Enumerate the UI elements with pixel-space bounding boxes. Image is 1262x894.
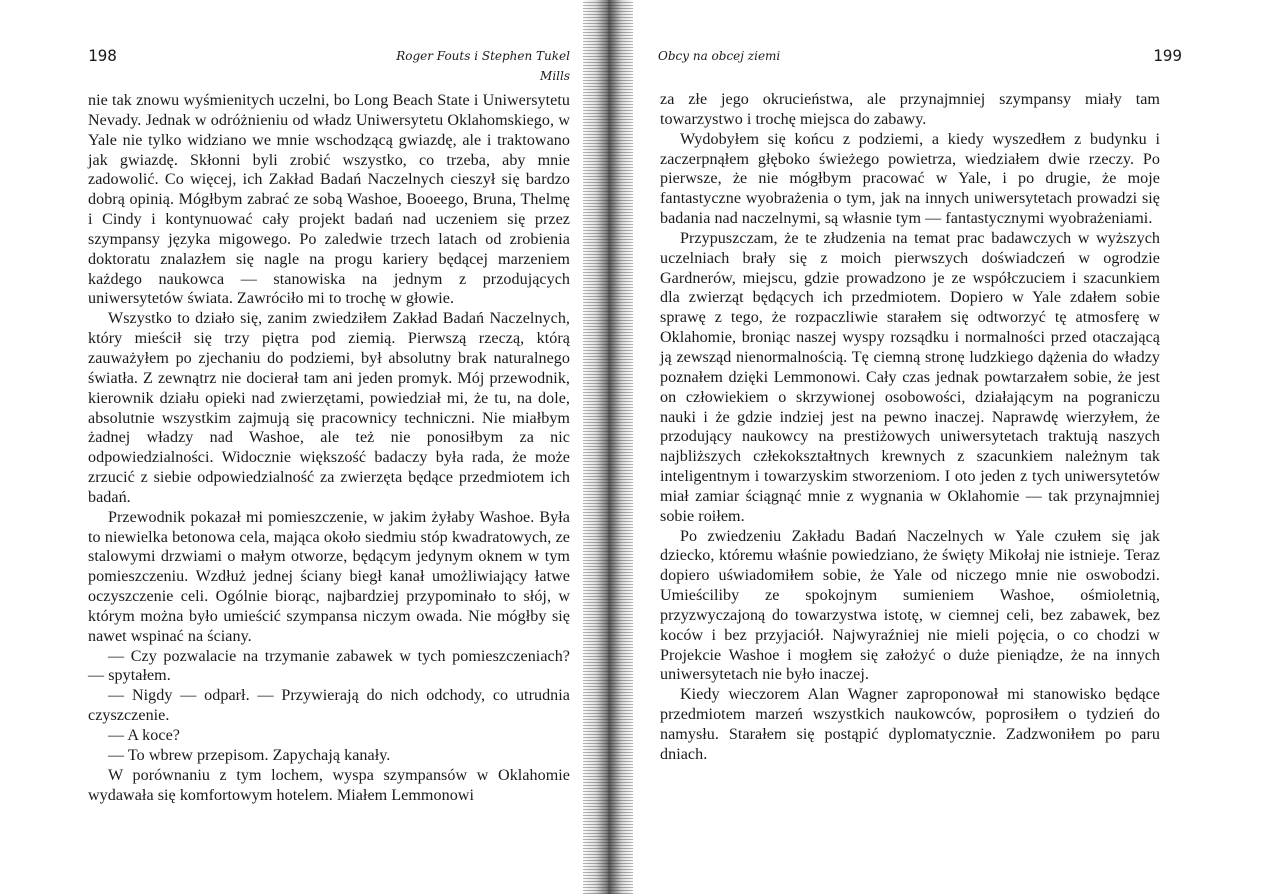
right-body-text	[660, 90, 1160, 765]
dialogue-line: — Nigdy — odparł. — Przywierają do nich odchody, co utrudnia czyszczenie.	[88, 687, 570, 725]
paragraph: Przewodnik pokazał mi pomieszczenie, w jakim żyłaby Washoe. Była to niewielka betonowa cela, mająca około siedmiu stóp kwadratowych, ze stalowymi drzwiami o małym otworze, będącym jedynym oknem w tym pomieszczeniu. Wzdłuż jednej ściany biegł kanał umożliwiający łatwe oczyszczenie celi. Ogólnie biorąc, najbardziej przypominało to słój, w którym można było umieścić szympansa niczym owada. Nie mógłby się nawet wspinać na ściany.	[88, 508, 570, 645]
left-running-head: Roger Fouts i Stephen Tukel Mills	[396, 49, 570, 83]
right-page	[612, 0, 1262, 894]
dialogue-line: — A koce?	[108, 727, 180, 744]
paragraph: Wydobyłem się końcu z podziemi, a kiedy wyszedłem z budynku i zaczerpnąłem głęboko świeżego powietrza, wiedziałem dwie rzeczy. Po pierwsze, że nie mógłbym pracować w Yale, i po drugie, że moje fantastyczne wyobrażenia o tym, jak na innych uniwersytetach prowadzi się badania nad naczelnymi, są własnie tym — fantastycznymi wyobrażeniami.	[660, 130, 1160, 228]
paragraph: W porównaniu z tym lochem, wyspa szympansów w Oklahomie wydawała się komfortowym hotelem. Miałem Lemmonowi	[88, 766, 570, 804]
left-page	[0, 0, 612, 894]
paragraph: nie tak znowu wyśmienitych uczelni, bo Long Beach State i Uniwersytetu Nevady. Jednak w odróżnieniu od władz Uniwersytetu Oklahomskiego, w Yale nie tylko widziano we mnie wschodzącą gwiazdę, ale i traktowano jak gwiazdę. Skłonni byli zrobić wszystko, co trzeba, aby mnie zadowolić. Co więcej, ich Zakład Badań Naczelnych cieszył się bardzo dobrą opinią. Mógłbym zabrać ze sobą Washoe, Booeego, Bruna, Thelmę i Cindy i kontynuować cały projekt badań nad uczeniem się przez szympansy języka migowego. Po zaledwie trzech latach od zrobienia doktoratu znalazłem się nagle na progu kariery będącej marzeniem każdego naukowca — stanowiska na jednym z przodujących uniwersytetów świata. Zawróciło mi to trochę w głowie.	[88, 92, 570, 308]
left-body-text	[88, 91, 570, 805]
paragraph: Kiedy wieczorem Alan Wagner zaproponował mi stanowisko będące przedmiotem marzeń wszystkich naukowców, poprosiłem o tydzień do namysłu. Starałem się postąpić dyplomatycznie. Zadzwoniłem po paru dniach.	[660, 686, 1160, 763]
paragraph: Po zwiedzeniu Zakładu Badań Naczelnych w Yale czułem się jak dziecko, któremu właśnie powiedziano, że święty Mikołaj nie istnieje. Teraz dopiero uświadomiłem sobie, że Yale od niczego mnie nie oswobodzi. Umieściliby ze spokojnym sumieniem Washoe, ośmioletnią, przyzwyczajoną do towarzystwa istotę, w ciemnej celi, bez zabawek, bez koców i bez przyjaciół. Najwyraźniej nie mieli pojęcia, o co chodzi w Projekcie Washoe i mogłem się założyć o duże pieniądze, że na innych uniwersytetach nie było inaczej.	[660, 527, 1160, 684]
dialogue-line: — To wbrew przepisom. Zapychają kanały.	[108, 746, 391, 764]
right-page-number: 199	[1153, 46, 1182, 65]
dialogue-line: — Czy pozwalacie na trzymanie zabawek w tych pomieszczeniach? — spytałem.	[88, 647, 570, 685]
paragraph: Przypuszczam, że te złudzenia na temat prac badawczych w wyższych uczelniach brały się z moich pierwszych doświadczeń w ogrodzie Gardnerów, miejscu, gdzie prowadzono je ze współczuciem i szacunkiem dla zwierząt będących ich przedmiotem. Dopiero w Yale zdałem sobie sprawę z tego, że rozpaczliwie starałem się odtworzyć tę atmosferę w Oklahomie, broniąc naszej wyspy rozsądku i normalności przed otaczającą ją zewsząd nienormalnością. Tę ciemną stronę ludzkiego dążenia do władzy poznałem dzięki Lemmonowi. Cały czas jednak powtarzałem sobie, że jest on człowiekiem o skrzywionej osobowości, działającym na pograniczu nauki i że gdzie indziej jest na pewno inaczej. Naprawdę wierzyłem, że przodujący naukowcy na prestiżowych uniwersytetach traktują naszych najbliższych człekokształtnych krewnych z szacunkiem należnym tak inteligentnym i towarzyskim stworzeniom. I oto jeden z tych uniwersytetów miał zamiar ściągnąć mnie z wygnania w Oklahomie — tak przynajmniej sobie roiłem.	[660, 229, 1160, 525]
paragraph: Wszystko to działo się, zanim zwiedziłem Zakład Badań Naczelnych, który mieścił się trzy piętra pod ziemią. Pierwszą rzeczą, którą zauważyłem po zjechaniu do podziemi, był absolutny brak naturalnego światła. Z zewnątrz nie docierał tam ani jeden promyk. Mój przewodnik, kierownik działu opieki nad zwierzętami, powiedział mi, że tu, na dole, absolutnie wszystkim zajmują się pracownicy techniczni. Nie miałbym żadnej władzy nad Washoe, ale też nie ponosiłbym za nic odpowiedzialności. Widocznie większość badaczy była rada, że może zrzucić z siebie odpowiedzialność za zwierzęta będące przedmiotem ich badań.	[88, 310, 570, 506]
paragraph: za złe jego okrucieństwa, ale przynajmniej szympansy miały tam towarzystwo i trochę miejsca do zabawy.	[660, 91, 1160, 128]
right-running-head: Obcy na obcej ziemi	[658, 49, 781, 63]
left-page-number: 198	[88, 46, 117, 65]
book-spine-gutter	[583, 0, 633, 894]
